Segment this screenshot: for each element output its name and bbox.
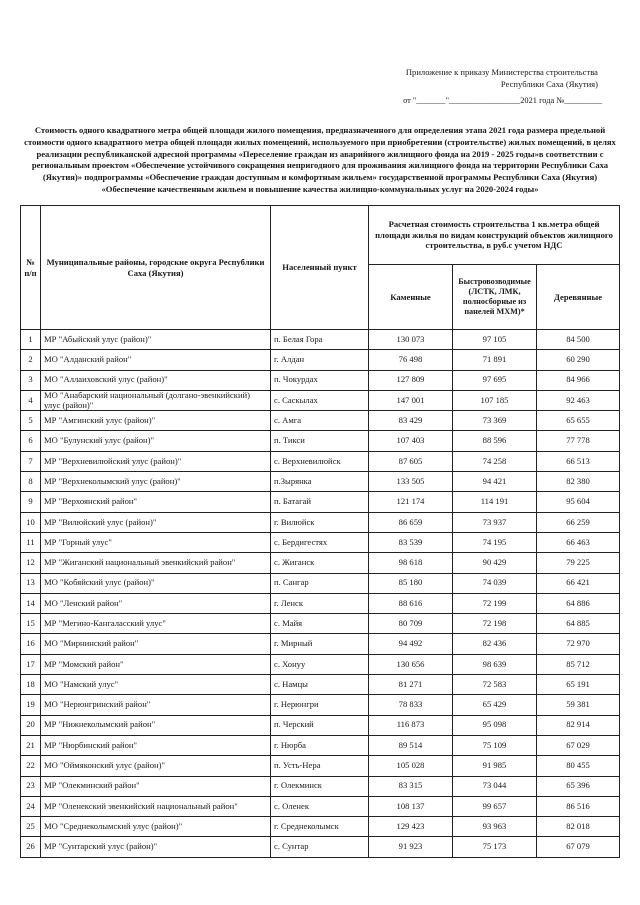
fast-build-cost-cell: 88 596 [453, 431, 537, 451]
row-number: 20 [21, 715, 41, 735]
municipality-cell: МР "Нижнеколымский район" [41, 715, 271, 735]
table-row [21, 675, 620, 695]
locality-cell: п. Батагай [271, 492, 369, 512]
order-date-line: от "_______"_________________2021 года №_________ [403, 96, 602, 105]
row-number: 3 [21, 370, 41, 390]
locality-cell: г. Алдан [271, 350, 369, 370]
row-number: 19 [21, 695, 41, 715]
stone-cost-cell: 81 271 [369, 675, 453, 695]
municipality-cell: МР "Оленекский эвенкийский национальный район" [41, 796, 271, 816]
municipality-cell: МР "Амгинский улус (район)" [41, 411, 271, 431]
appendix-note [348, 66, 598, 90]
table-row [21, 472, 620, 492]
document-heading: Стоимость одного квадратного метра общей площади жилого помещения, предназначенного для определения этапа 2021 года размера предельной стоимости одного квадратного метра общей площади жилых помещений, используемого при приобретении (строительстве) жилых помещений, в целях реализации республиканской адресной программы «Переселение граждан из аварийного жилищного фонда на 2019 - 2025 годы»в соответствии с региональным проектом «Обеспечение устойчивого сокращения непригодного для проживания жилищного фонда на территории Республики Саха (Якутия)» подпрограммы «Обеспечение граждан доступным и комфортным жильем» государственной программы Республики Саха (Якутия) «Обеспечение качественным жильем и повышение качества жилищно-коммунальных услуг на 2020-2024 годы» [24, 125, 616, 194]
municipality-cell: МР "Нюрбинский район" [41, 735, 271, 755]
locality-cell: с. Хонуу [271, 654, 369, 674]
fast-build-cost-cell: 107 185 [453, 390, 537, 410]
wood-cost-cell: 82 380 [537, 472, 620, 492]
municipality-cell: МР "Верхнеколымский улус (район)" [41, 472, 271, 492]
appendix-line-1: Приложение к приказу Министерства строительства [405, 67, 598, 77]
municipality-cell: МР "Жиганский национальный эвенкийский район" [41, 553, 271, 573]
fast-build-cost-cell: 90 429 [453, 553, 537, 573]
stone-cost-cell: 121 174 [369, 492, 453, 512]
locality-cell: с. Амга [271, 411, 369, 431]
table-row [21, 451, 620, 471]
locality-cell: с. Сунтар [271, 837, 369, 857]
table-row [21, 796, 620, 816]
stone-cost-cell: 85 180 [369, 573, 453, 593]
municipality-cell: МР "Олекминский район" [41, 776, 271, 796]
table-body [21, 330, 620, 858]
fast-build-cost-cell: 91 985 [453, 756, 537, 776]
table-row [21, 390, 620, 410]
row-number: 16 [21, 634, 41, 654]
municipality-cell: МО "Оймяконский улус (район)" [41, 756, 271, 776]
cost-table [20, 205, 620, 858]
row-number: 2 [21, 350, 41, 370]
locality-cell: п. Усть-Нера [271, 756, 369, 776]
municipality-cell: МР "Верхневилюйский улус (район)" [41, 451, 271, 471]
fast-build-cost-cell: 98 639 [453, 654, 537, 674]
stone-cost-cell: 98 618 [369, 553, 453, 573]
table-row [21, 431, 620, 451]
row-number: 15 [21, 614, 41, 634]
fast-build-cost-cell: 73 937 [453, 512, 537, 532]
row-number: 13 [21, 573, 41, 593]
fast-build-cost-cell: 74 039 [453, 573, 537, 593]
stone-cost-cell: 130 656 [369, 654, 453, 674]
municipality-cell: МО "Анабарский национальный (долгано-эвенкийский) улус (район)" [41, 390, 271, 410]
fast-build-cost-cell: 95 098 [453, 715, 537, 735]
fast-build-cost-cell: 114 191 [453, 492, 537, 512]
locality-cell: с. Саскылах [271, 390, 369, 410]
row-number: 9 [21, 492, 41, 512]
row-number: 6 [21, 431, 41, 451]
table-row [21, 370, 620, 390]
municipality-cell: МО "Булунский улус (район)" [41, 431, 271, 451]
municipality-cell: МР "Абыйский улус (район)" [41, 330, 271, 350]
locality-cell: с. Оленек [271, 796, 369, 816]
table-row [21, 614, 620, 634]
stone-cost-cell: 94 492 [369, 634, 453, 654]
stone-cost-cell: 78 833 [369, 695, 453, 715]
fast-build-cost-cell: 74 195 [453, 532, 537, 552]
wood-cost-cell: 84 500 [537, 330, 620, 350]
wood-cost-cell: 64 885 [537, 614, 620, 634]
locality-cell: г. Нерюнгри [271, 695, 369, 715]
wood-cost-cell: 86 516 [537, 796, 620, 816]
stone-cost-cell: 76 498 [369, 350, 453, 370]
municipality-cell: МР "Момский район" [41, 654, 271, 674]
table-row [21, 817, 620, 837]
fast-build-cost-cell: 72 198 [453, 614, 537, 634]
row-number: 17 [21, 654, 41, 674]
locality-cell: п. Чокурдах [271, 370, 369, 390]
header-num: № п/п [21, 206, 41, 330]
stone-cost-cell: 129 423 [369, 817, 453, 837]
municipality-cell: МО "Среднеколымский улус (район)" [41, 817, 271, 837]
wood-cost-cell: 67 079 [537, 837, 620, 857]
municipality-cell: МР "Мегино-Кангаласский улус" [41, 614, 271, 634]
table-row [21, 411, 620, 431]
stone-cost-cell: 108 137 [369, 796, 453, 816]
row-number: 1 [21, 330, 41, 350]
fast-build-cost-cell: 72 583 [453, 675, 537, 695]
table-row [21, 553, 620, 573]
wood-cost-cell: 95 604 [537, 492, 620, 512]
municipality-cell: МР "Сунтарский улус (район)" [41, 837, 271, 857]
stone-cost-cell: 127 809 [369, 370, 453, 390]
appendix-line-2: Республики Саха (Якутия) [500, 79, 598, 89]
locality-cell: п. Тикси [271, 431, 369, 451]
wood-cost-cell: 67 029 [537, 735, 620, 755]
fast-build-cost-cell: 82 436 [453, 634, 537, 654]
stone-cost-cell: 86 659 [369, 512, 453, 532]
wood-cost-cell: 72 970 [537, 634, 620, 654]
wood-cost-cell: 82 018 [537, 817, 620, 837]
table-row [21, 634, 620, 654]
table-row [21, 512, 620, 532]
fast-build-cost-cell: 65 429 [453, 695, 537, 715]
municipality-cell: МР "Вилюйский улус (район)" [41, 512, 271, 532]
fast-build-cost-cell: 97 695 [453, 370, 537, 390]
row-number: 10 [21, 512, 41, 532]
stone-cost-cell: 130 073 [369, 330, 453, 350]
row-number: 5 [21, 411, 41, 431]
locality-cell: г. Олекминск [271, 776, 369, 796]
locality-cell: г. Вилюйск [271, 512, 369, 532]
table-row [21, 573, 620, 593]
header-municipality: Муниципальные районы, городские округа Республики Саха (Якутия) [41, 206, 271, 330]
row-number: 7 [21, 451, 41, 471]
municipality-cell: МО "Алданский район" [41, 350, 271, 370]
header-stone: Каменные [369, 265, 453, 330]
row-number: 22 [21, 756, 41, 776]
locality-cell: г. Мирный [271, 634, 369, 654]
table-row [21, 492, 620, 512]
fast-build-cost-cell: 71 891 [453, 350, 537, 370]
header-wood: Деревянные [537, 265, 620, 330]
fast-build-cost-cell: 74 258 [453, 451, 537, 471]
row-number: 21 [21, 735, 41, 755]
municipality-cell: МО "Ленский район" [41, 593, 271, 613]
wood-cost-cell: 82 914 [537, 715, 620, 735]
table-row [21, 715, 620, 735]
wood-cost-cell: 84 966 [537, 370, 620, 390]
locality-cell: с. Жиганск [271, 553, 369, 573]
table-row [21, 735, 620, 755]
table-row [21, 756, 620, 776]
row-number: 4 [21, 390, 41, 410]
wood-cost-cell: 66 463 [537, 532, 620, 552]
municipality-cell: МО "Кобяйский улус (район)" [41, 573, 271, 593]
table-row [21, 593, 620, 613]
stone-cost-cell: 83 315 [369, 776, 453, 796]
table-row [21, 776, 620, 796]
row-number: 18 [21, 675, 41, 695]
municipality-cell: МР "Горный улус" [41, 532, 271, 552]
fast-build-cost-cell: 93 963 [453, 817, 537, 837]
header-fast-build: Быстровозводимые (ЛСТК, ЛМК, полносборные из панелей МХМ)* [453, 265, 537, 330]
fast-build-cost-cell: 75 173 [453, 837, 537, 857]
stone-cost-cell: 83 429 [369, 411, 453, 431]
municipality-cell: МО "Мирнинский район" [41, 634, 271, 654]
wood-cost-cell: 80 455 [537, 756, 620, 776]
locality-cell: г. Ленск [271, 593, 369, 613]
row-number: 24 [21, 796, 41, 816]
table-row [21, 695, 620, 715]
fast-build-cost-cell: 73 369 [453, 411, 537, 431]
wood-cost-cell: 77 778 [537, 431, 620, 451]
wood-cost-cell: 66 513 [537, 451, 620, 471]
locality-cell: с. Бердигестях [271, 532, 369, 552]
wood-cost-cell: 92 463 [537, 390, 620, 410]
fast-build-cost-cell: 75 109 [453, 735, 537, 755]
locality-cell: с. Намцы [271, 675, 369, 695]
row-number: 11 [21, 532, 41, 552]
row-number: 8 [21, 472, 41, 492]
stone-cost-cell: 91 923 [369, 837, 453, 857]
municipality-cell: МО "Намский улус" [41, 675, 271, 695]
stone-cost-cell: 133 505 [369, 472, 453, 492]
table-row [21, 837, 620, 857]
row-number: 12 [21, 553, 41, 573]
wood-cost-cell: 60 290 [537, 350, 620, 370]
fast-build-cost-cell: 94 421 [453, 472, 537, 492]
stone-cost-cell: 80 709 [369, 614, 453, 634]
locality-cell: г. Нюрба [271, 735, 369, 755]
table-row [21, 654, 620, 674]
row-number: 14 [21, 593, 41, 613]
stone-cost-cell: 87 605 [369, 451, 453, 471]
stone-cost-cell: 147 001 [369, 390, 453, 410]
table-row [21, 350, 620, 370]
wood-cost-cell: 64 886 [537, 593, 620, 613]
municipality-cell: МО "Аллаиховский улус (район)" [41, 370, 271, 390]
wood-cost-cell: 65 655 [537, 411, 620, 431]
wood-cost-cell: 85 712 [537, 654, 620, 674]
locality-cell: с. Верхневилюйск [271, 451, 369, 471]
locality-cell: г. Среднеколымск [271, 817, 369, 837]
wood-cost-cell: 59 381 [537, 695, 620, 715]
wood-cost-cell: 66 259 [537, 512, 620, 532]
stone-cost-cell: 88 616 [369, 593, 453, 613]
locality-cell: п. Сангар [271, 573, 369, 593]
wood-cost-cell: 66 421 [537, 573, 620, 593]
row-number: 26 [21, 837, 41, 857]
stone-cost-cell: 105 028 [369, 756, 453, 776]
fast-build-cost-cell: 97 105 [453, 330, 537, 350]
wood-cost-cell: 65 396 [537, 776, 620, 796]
fast-build-cost-cell: 99 657 [453, 796, 537, 816]
row-number: 25 [21, 817, 41, 837]
wood-cost-cell: 79 225 [537, 553, 620, 573]
locality-cell: п.Зырянка [271, 472, 369, 492]
wood-cost-cell: 65 191 [537, 675, 620, 695]
locality-cell: п. Белая Гора [271, 330, 369, 350]
table-row [21, 532, 620, 552]
header-locality: Населенный пункт [271, 206, 369, 330]
locality-cell: п. Черский [271, 715, 369, 735]
stone-cost-cell: 83 539 [369, 532, 453, 552]
fast-build-cost-cell: 73 044 [453, 776, 537, 796]
fast-build-cost-cell: 72 199 [453, 593, 537, 613]
row-number: 23 [21, 776, 41, 796]
stone-cost-cell: 89 514 [369, 735, 453, 755]
municipality-cell: МР "Верхоянский район" [41, 492, 271, 512]
stone-cost-cell: 107 403 [369, 431, 453, 451]
header-cost-group: Расчетная стоимость строительства 1 кв.метра общей площади жилья по видам конструкций объектов жилищного строительства, в руб.с учетом НДС [369, 206, 620, 265]
table-row [21, 330, 620, 350]
municipality-cell: МО "Нерюнгринский район" [41, 695, 271, 715]
stone-cost-cell: 116 873 [369, 715, 453, 735]
locality-cell: с. Майя [271, 614, 369, 634]
